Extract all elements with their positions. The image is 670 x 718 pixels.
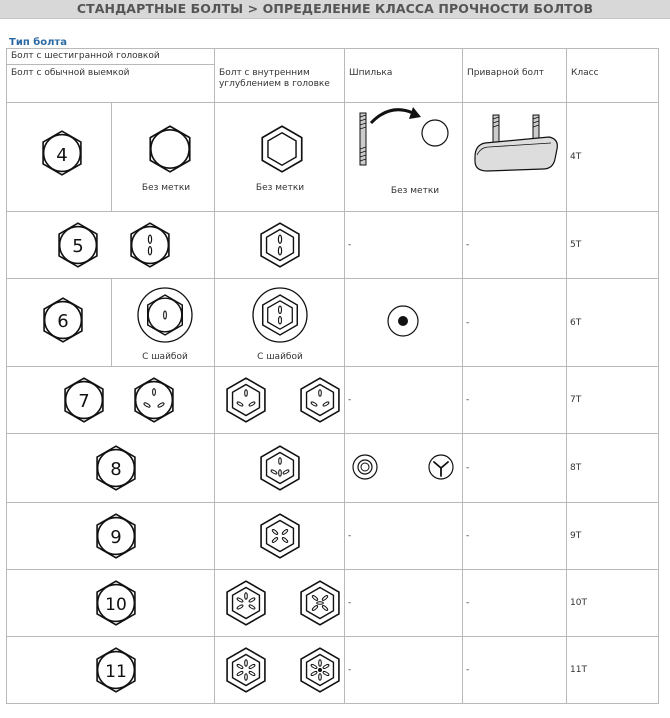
hex-bolt-cell	[7, 434, 215, 503]
stud-icon	[345, 103, 463, 211]
empty-dash: -	[348, 531, 352, 541]
welded-cell	[463, 434, 567, 503]
hex-bolt-number-icon	[7, 279, 112, 366]
hex-internal-icons	[215, 637, 345, 703]
class-cell	[567, 367, 659, 434]
stud-dot-icon	[345, 279, 463, 366]
welded-cell	[463, 503, 567, 570]
internal-recess-cell	[215, 503, 345, 570]
stud-cell	[345, 570, 463, 637]
no-mark-note: Без метки	[255, 183, 305, 193]
section-label: Тип болта	[9, 37, 67, 48]
stud-cell	[345, 434, 463, 503]
table-row-10	[7, 570, 659, 637]
hex-bolt-number-icon	[7, 103, 112, 211]
table-row-6	[7, 279, 659, 367]
hex-internal-icon	[215, 434, 345, 502]
stud-cell	[345, 637, 463, 704]
plain-recess-cell	[112, 103, 215, 212]
empty-dash: -	[466, 395, 470, 405]
empty-dash: -	[348, 240, 352, 250]
bolt-class-table	[6, 48, 659, 704]
hex-bolt-number-icon	[7, 212, 215, 278]
hex-internal-washer-icon	[215, 279, 345, 366]
bolt-number: 10	[105, 595, 127, 615]
hex-bolt-cell	[7, 212, 215, 279]
empty-dash: -	[466, 665, 470, 675]
empty-dash: -	[348, 395, 352, 405]
internal-recess-cell	[215, 103, 345, 212]
header-spacer	[215, 49, 345, 65]
hex-bolt-cell	[7, 279, 112, 367]
class-value: 9T	[570, 531, 582, 541]
stud-cell	[345, 503, 463, 570]
table-row-11	[7, 637, 659, 704]
hex-washer-icon	[112, 279, 215, 366]
class-value: 5T	[570, 240, 582, 250]
plain-recess-cell	[112, 279, 215, 367]
stud-cell	[345, 367, 463, 434]
no-mark-note: Без метки	[141, 183, 191, 193]
header-stud: Шпилька	[345, 49, 463, 103]
empty-dash: -	[466, 463, 470, 473]
header-hex-head: Болт с шестигранной головкой	[7, 49, 215, 65]
hex-bolt-cell	[7, 503, 215, 570]
empty-dash: -	[466, 240, 470, 250]
bolt-number: 4	[56, 145, 68, 166]
welded-cell	[463, 570, 567, 637]
hex-internal-icons	[215, 367, 345, 433]
page-title-banner: СТАНДАРТНЫЕ БОЛТЫ > ОПРЕДЕЛЕНИЕ КЛАССА ПРОЧНОСТИ БОЛТОВ	[0, 0, 670, 19]
hex-bolt-number-icon	[7, 434, 215, 502]
class-value: 10T	[570, 598, 587, 608]
internal-recess-cell	[215, 637, 345, 704]
class-value: 6T	[570, 317, 582, 328]
hex-bolt-number-icon	[7, 503, 215, 569]
class-value: 7T	[570, 395, 582, 405]
hex-internal-icon	[215, 212, 345, 278]
table-row-7	[7, 367, 659, 434]
hex-bolt-number-icon	[7, 570, 215, 636]
welded-cell	[463, 212, 567, 279]
empty-dash: -	[466, 317, 470, 328]
stud-cell	[345, 103, 463, 212]
table-row-9	[7, 503, 659, 570]
header-plain-recess: Болт с обычной выемкой	[7, 65, 215, 103]
hex-bolt-cell	[7, 103, 112, 212]
bolt-number: 5	[72, 236, 84, 257]
bolt-number: 11	[105, 662, 127, 682]
welded-cell	[463, 637, 567, 704]
class-cell	[567, 434, 659, 503]
class-cell	[567, 279, 659, 367]
welded-cell	[463, 279, 567, 367]
welded-cell	[463, 367, 567, 434]
empty-dash: -	[348, 665, 352, 675]
class-cell	[567, 637, 659, 704]
hex-bolt-cell	[7, 637, 215, 704]
washer-note: С шайбой	[142, 352, 188, 362]
class-value: 11T	[570, 665, 587, 675]
header-class: Класс	[567, 49, 659, 103]
hex-bolt-number-icon	[7, 637, 215, 703]
class-value: 8T	[570, 463, 582, 473]
bolt-number: 7	[78, 391, 90, 412]
bolt-number: 9	[110, 527, 122, 548]
empty-dash: -	[466, 531, 470, 541]
hex-internal-icons	[215, 570, 345, 636]
internal-recess-cell	[215, 570, 345, 637]
class-value: 4T	[570, 152, 582, 162]
table-row-8	[7, 434, 659, 503]
no-mark-note: Без метки	[390, 186, 440, 196]
hex-bolt-number-icon	[7, 367, 215, 433]
hex-internal-icon	[215, 503, 345, 569]
internal-recess-cell	[215, 212, 345, 279]
washer-note: С шайбой	[257, 352, 303, 362]
stud-cell	[345, 279, 463, 367]
empty-dash: -	[466, 598, 470, 608]
header-row-1	[7, 49, 659, 65]
hex-no-mark-icon	[112, 103, 215, 211]
header-welded: Приварной болт	[463, 49, 567, 103]
internal-recess-cell	[215, 434, 345, 503]
hex-internal-no-mark-icon	[215, 103, 345, 211]
table-row-5	[7, 212, 659, 279]
class-cell	[567, 503, 659, 570]
bolt-number: 8	[110, 459, 122, 480]
hex-bolt-cell	[7, 367, 215, 434]
class-cell	[567, 570, 659, 637]
welded-cell	[463, 103, 567, 212]
header-internal-recess: Болт с внутренним углублением в головке	[215, 65, 345, 103]
hex-bolt-cell	[7, 570, 215, 637]
internal-recess-cell	[215, 367, 345, 434]
empty-dash: -	[348, 598, 352, 608]
class-cell	[567, 103, 659, 212]
stud-cell	[345, 212, 463, 279]
bolt-number: 6	[57, 311, 69, 332]
class-cell	[567, 212, 659, 279]
table-row-4	[7, 103, 659, 212]
internal-recess-cell	[215, 279, 345, 367]
stud-mark-icons	[345, 434, 463, 502]
welded-bolt-icon	[463, 103, 567, 211]
